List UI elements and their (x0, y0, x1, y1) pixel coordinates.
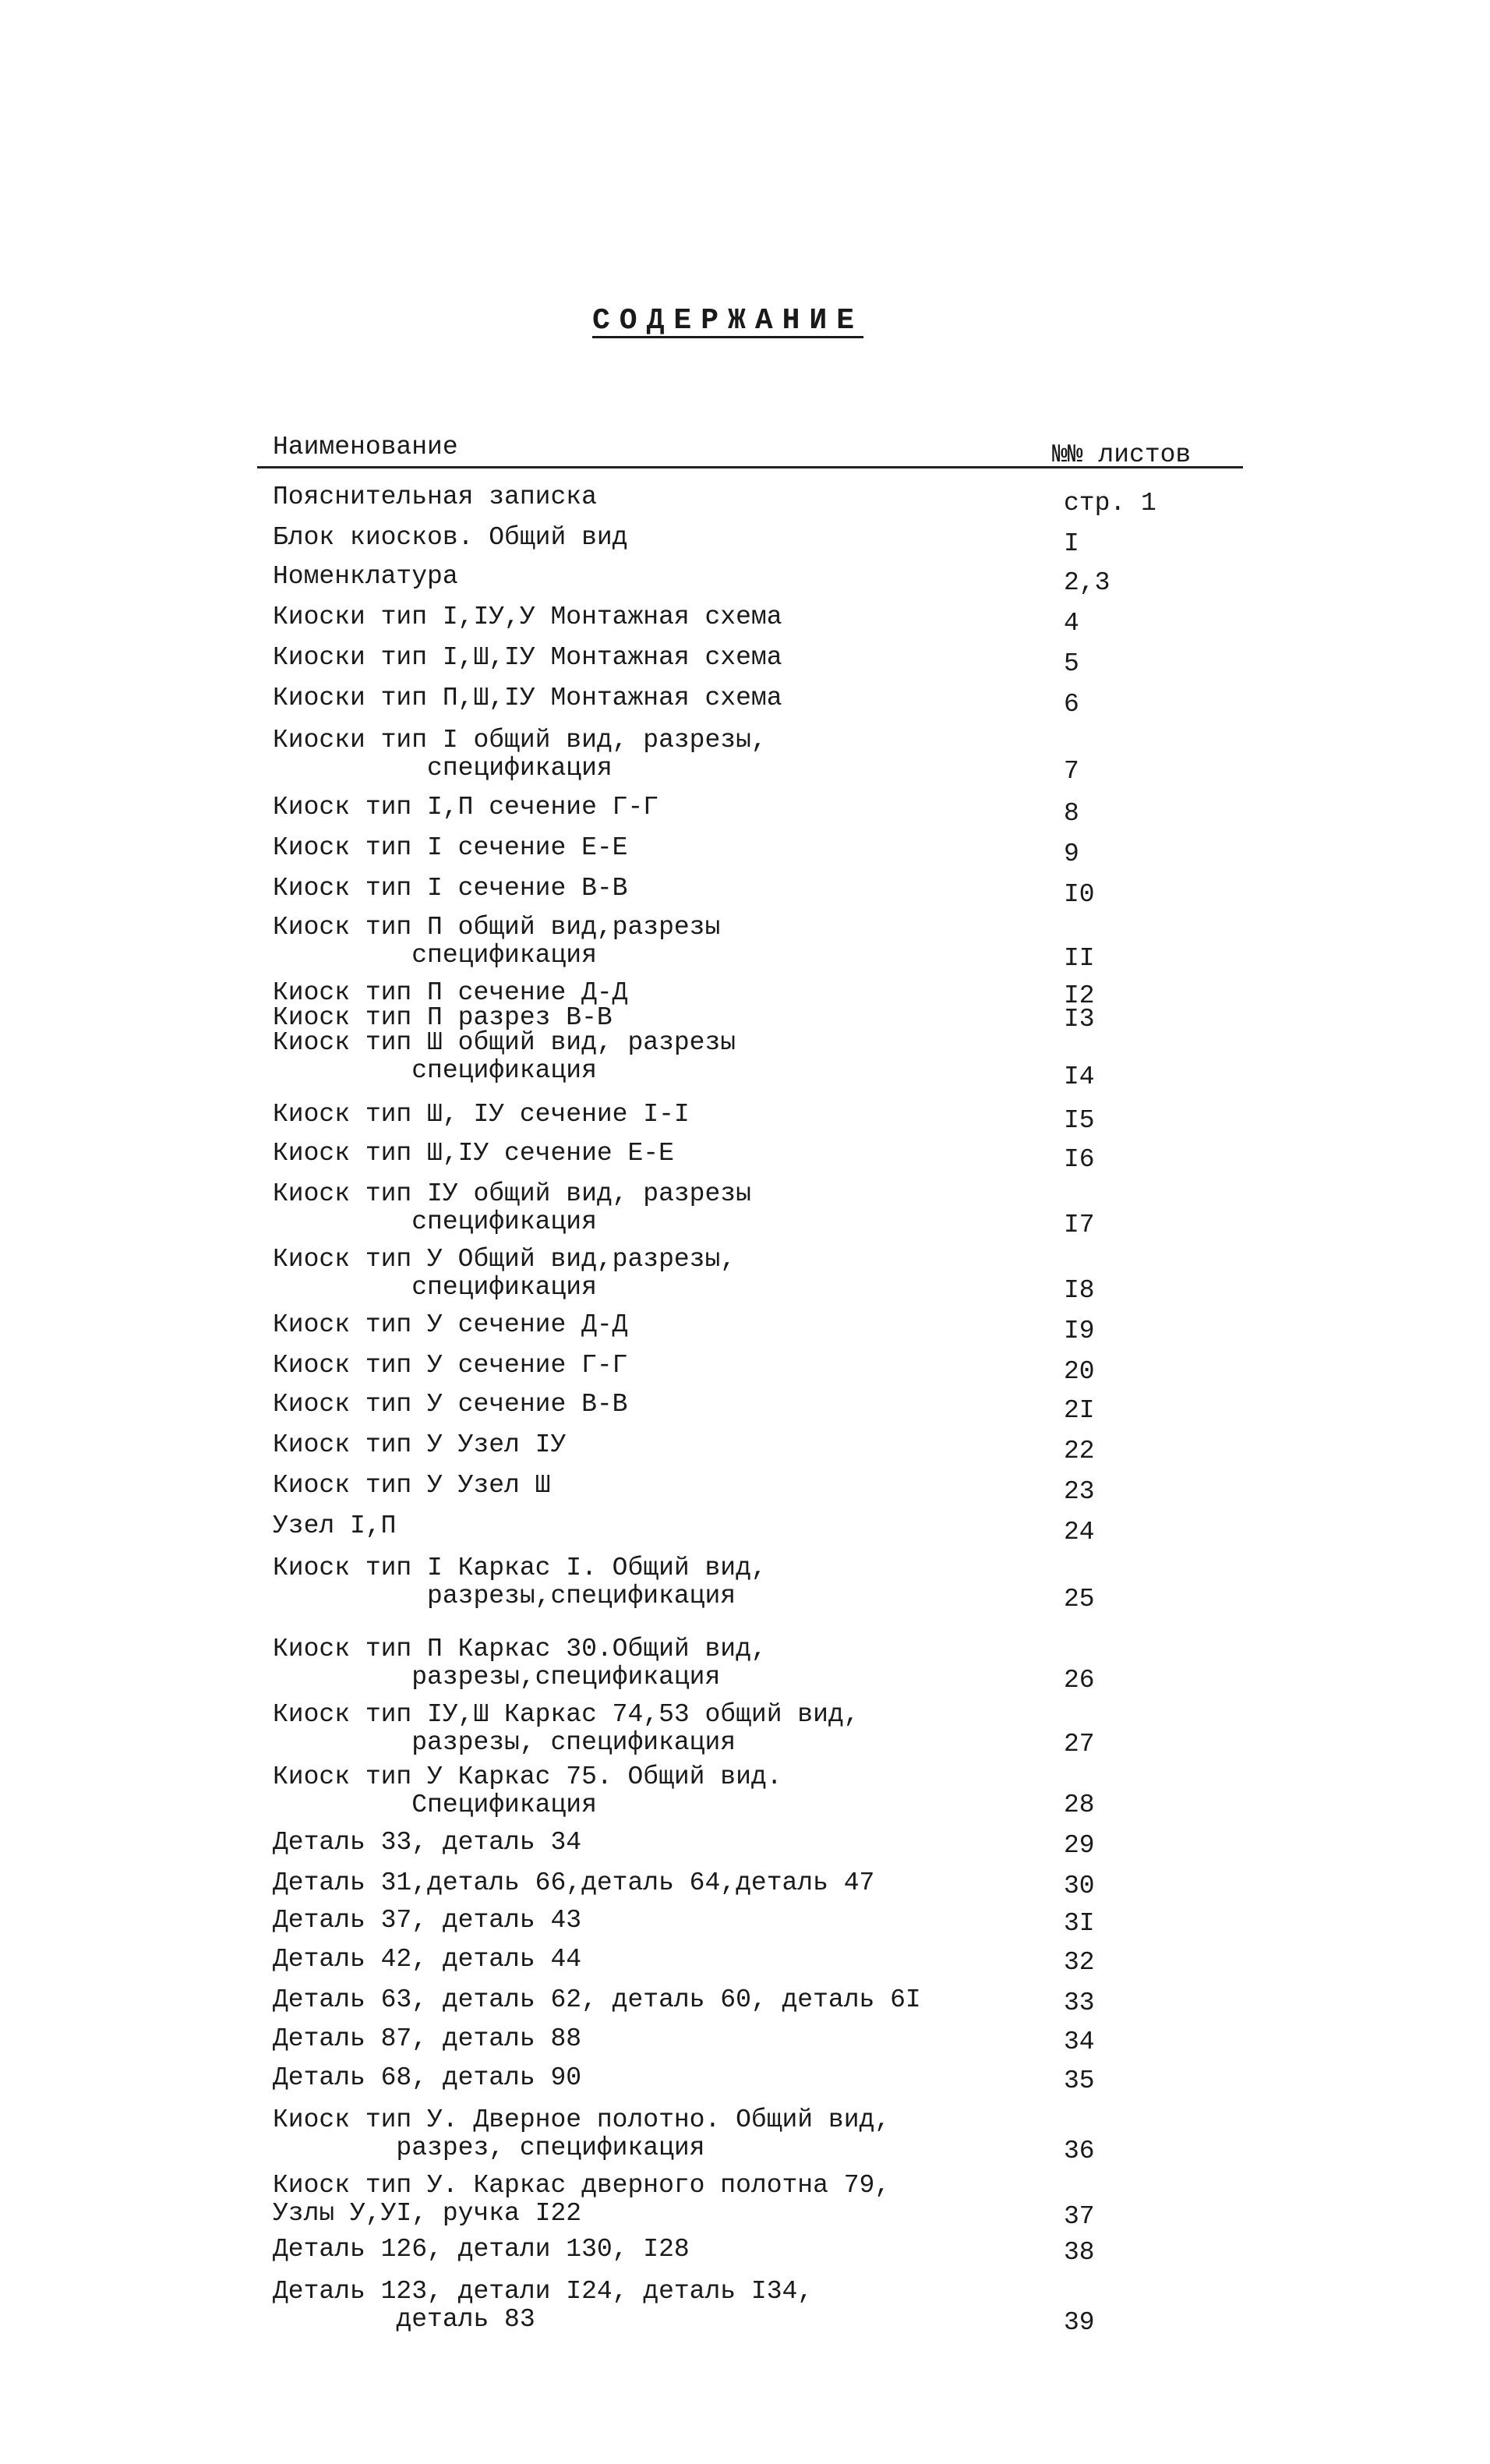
row-sheet-number: 35 (1064, 2066, 1095, 2095)
row-sheet-number: 4 (1064, 609, 1079, 638)
row-name: Деталь 31,деталь 66,деталь 64,деталь 47 (273, 1868, 875, 1897)
row-sheet-number: 8 (1064, 799, 1079, 828)
row-sheet-number: 27 (1064, 1730, 1095, 1759)
row-name: Киоск тип У. Дверное полотно. Общий вид, разрез, спецификация (273, 2105, 891, 2162)
row-name: Киоск тип У сечение В-В (273, 1390, 628, 1419)
row-name: Киоск тип У Общий вид,разрезы, спецификация (273, 1245, 736, 1302)
row-name: Киоск тип I,П сечение Г-Г (273, 793, 659, 822)
row-sheet-number: 3I (1064, 1909, 1095, 1938)
row-name: Киоски тип I,IУ,У Монтажная схема (273, 603, 782, 631)
row-sheet-number: 6 (1064, 690, 1079, 719)
row-name: Узел I,П (273, 1511, 397, 1540)
row-sheet-number: 33 (1064, 1989, 1095, 2017)
row-name: Киоски тип I,Ш,IУ Монтажная схема (273, 643, 782, 672)
row-name: Деталь 126, детали 130, I28 (273, 2235, 690, 2264)
row-name: Киоск тип Ш, IУ сечение I-I (273, 1100, 690, 1129)
page-title: СОДЕРЖАНИЕ (592, 304, 864, 338)
row-sheet-number: 2,3 (1064, 568, 1110, 597)
row-sheet-number: стр. 1 (1064, 489, 1156, 518)
row-name: Киоск тип Ш,IУ сечение Е-Е (273, 1139, 674, 1168)
row-name: Деталь 33, деталь 34 (273, 1828, 582, 1857)
row-name: Деталь 37, деталь 43 (273, 1906, 582, 1935)
row-sheet-number: I7 (1064, 1211, 1095, 1239)
row-name: Киоск тип У сечение Д-Д (273, 1310, 628, 1339)
row-name: Киоск тип IУ общий вид, разрезы спецификация (273, 1179, 751, 1236)
row-sheet-number: 25 (1064, 1585, 1095, 1614)
row-sheet-number: 2I (1064, 1396, 1095, 1425)
row-name: Киоск тип I сечение В-В (273, 874, 628, 903)
row-sheet-number: I (1064, 529, 1079, 558)
column-header-name: Наименование (273, 433, 458, 461)
row-sheet-number: 5 (1064, 649, 1079, 678)
row-name: Киоск тип П сечение Д-Д (273, 978, 628, 1007)
row-sheet-number: 24 (1064, 1518, 1095, 1547)
row-name: Киоски тип I общий вид, разрезы, спецификация (273, 726, 767, 783)
row-sheet-number: 23 (1064, 1477, 1095, 1506)
row-name: Киоск тип У. Каркас дверного полотна 79, Узлы У,УI, ручка I22 (273, 2171, 891, 2228)
row-sheet-number: 20 (1064, 1357, 1095, 1386)
row-sheet-number: I4 (1064, 1062, 1095, 1091)
row-sheet-number: 28 (1064, 1791, 1095, 1819)
column-header-sheets: №№ листов (1052, 440, 1192, 469)
row-sheet-number: I0 (1064, 880, 1095, 909)
row-sheet-number: 22 (1064, 1437, 1095, 1465)
row-name: Номенклатура (273, 562, 458, 591)
row-sheet-number: 26 (1064, 1666, 1095, 1695)
row-name: Блок киосков. Общий вид (273, 523, 628, 552)
row-name: Киоск тип П разрез В-В (273, 1003, 613, 1032)
row-name: Деталь 123, детали I24, деталь I34, деталь 83 (273, 2277, 814, 2334)
row-sheet-number: 34 (1064, 2027, 1095, 2056)
row-name: Киоск тип I Каркас I. Общий вид, разрезы,спецификация (273, 1554, 767, 1610)
row-name: Киоски тип П,Ш,IУ Монтажная схема (273, 684, 782, 712)
row-sheet-number: 36 (1064, 2137, 1095, 2165)
row-name: Киоск тип У Каркас 75. Общий вид. Спецификация (273, 1762, 782, 1819)
row-name: Киоск тип IУ,Ш Каркас 74,53 общий вид, разрезы, спецификация (273, 1700, 860, 1757)
row-name: Киоск тип У Узел Ш (273, 1471, 551, 1500)
row-sheet-number: I9 (1064, 1317, 1095, 1345)
row-name: Деталь 42, деталь 44 (273, 1945, 582, 1974)
row-sheet-number: 38 (1064, 2238, 1095, 2267)
row-sheet-number: I2 (1064, 981, 1095, 1010)
row-name: Деталь 68, деталь 90 (273, 2063, 582, 2092)
row-sheet-number: 32 (1064, 1948, 1095, 1977)
row-name: Киоск тип Ш общий вид, разрезы спецификация (273, 1028, 736, 1085)
row-sheet-number: I5 (1064, 1106, 1095, 1135)
row-sheet-number: I6 (1064, 1145, 1095, 1174)
row-sheet-number: 7 (1064, 757, 1079, 786)
row-sheet-number: 29 (1064, 1831, 1095, 1860)
row-sheet-number: 9 (1064, 840, 1079, 868)
row-sheet-number: I3 (1064, 1005, 1095, 1034)
row-name: Деталь 87, деталь 88 (273, 2024, 582, 2053)
row-name: Киоск тип П общий вид,разрезы спецификация (273, 913, 721, 970)
row-name: Киоск тип У Узел IУ (273, 1430, 567, 1459)
row-sheet-number: II (1064, 944, 1095, 973)
row-name: Деталь 63, деталь 62, деталь 60, деталь 6I (273, 1985, 921, 2014)
row-name: Киоск тип I сечение Е-Е (273, 833, 628, 862)
row-name: Киоск тип П Каркас 30.Общий вид, разрезы,спецификация (273, 1635, 767, 1692)
row-name: Пояснительная записка (273, 483, 597, 511)
row-sheet-number: 30 (1064, 1872, 1095, 1900)
row-name: Киоск тип У сечение Г-Г (273, 1351, 628, 1380)
row-sheet-number: I8 (1064, 1276, 1095, 1305)
row-sheet-number: 39 (1064, 2308, 1095, 2337)
row-sheet-number: 37 (1064, 2202, 1095, 2231)
